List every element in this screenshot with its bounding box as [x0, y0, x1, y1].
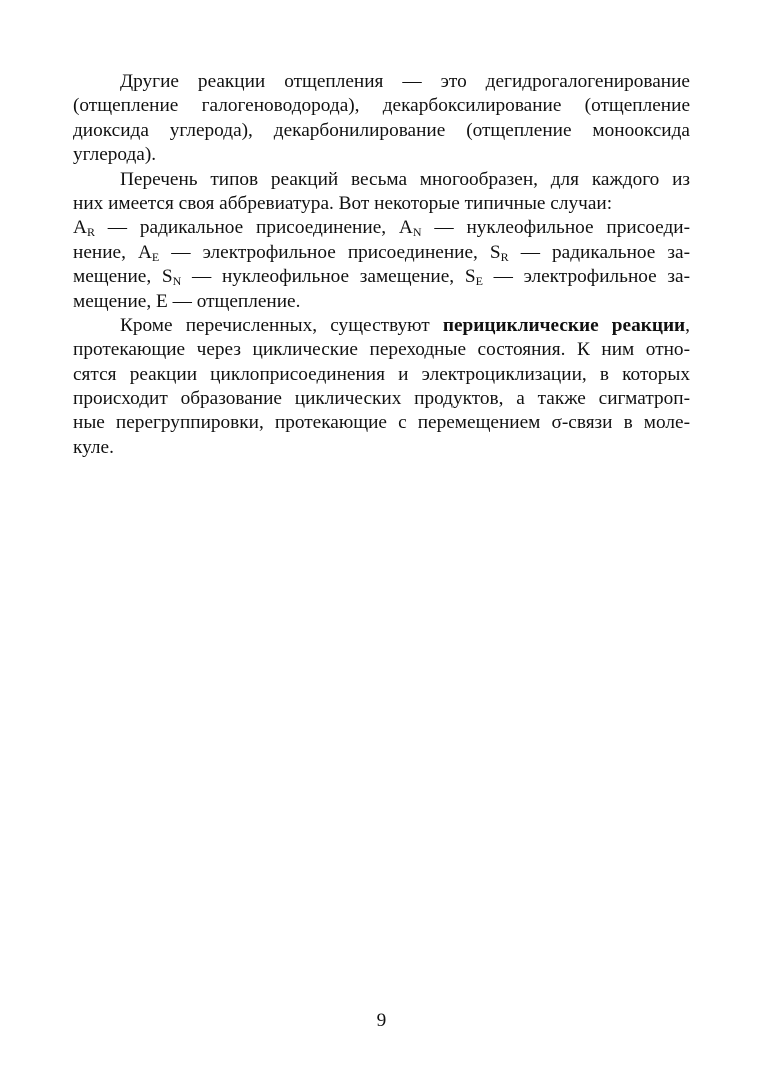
text-line: Другие реакции отщепления — это дегидрогалогенирование: [120, 71, 690, 92]
text-line: ные перегруппировки, протекающие с перемещением σ-связи в моле-: [73, 412, 690, 434]
text-line: углерода).: [73, 144, 157, 166]
bold-term: перициклические реакции: [442, 314, 686, 336]
text-line: Перечень типов реакций весьма многообразен, для каждого из: [120, 168, 690, 190]
abbr-subscript: E: [475, 274, 483, 289]
abbr-base: S: [464, 266, 476, 288]
abbr-subscript: N: [172, 274, 182, 289]
abbr-ae: [138, 242, 159, 263]
abbr-base: A: [137, 241, 152, 263]
text-line: сятся реакции циклоприсоединения и электроциклизации, в которых: [73, 363, 690, 385]
abbr-subscript: R: [86, 225, 95, 240]
abbr-description: — нуклеофильное присоеди-: [421, 217, 690, 239]
text-fragment: нение,: [73, 241, 138, 263]
text-line-abbreviations: [73, 265, 690, 289]
text-line: куле.: [73, 436, 114, 458]
text-line-abbreviations: [73, 241, 690, 265]
abbr-base: A: [73, 217, 87, 239]
page-body: [73, 70, 690, 460]
paragraph-pericyclic: [73, 314, 690, 460]
abbr-description: — радикальное за-: [508, 241, 690, 263]
text-line: (отщепление галогеноводорода), декарбоксилирование (отщепление: [73, 95, 690, 117]
abbr-base: S: [489, 241, 501, 263]
text-fragment: Кроме перечисленных, существуют: [120, 314, 443, 336]
abbr-subscript: R: [500, 249, 509, 264]
abbr-sn: [162, 266, 181, 287]
text-line: [73, 314, 690, 338]
abbr-description: — радикальное присоединение,: [94, 217, 399, 239]
text-line: мещение, E — отщепление.: [73, 290, 301, 312]
paragraph-reaction-types: [73, 168, 690, 314]
abbr-ar: [73, 217, 95, 238]
abbr-subscript: E: [151, 249, 160, 264]
abbr-sr: [490, 242, 509, 263]
abbr-base: S: [161, 266, 173, 288]
abbr-base: A: [398, 217, 413, 239]
text-line: них имеется своя аббревиатура. Вот некоторые типичные случаи:: [73, 192, 613, 214]
abbr-description: — электрофильное за-: [482, 266, 691, 288]
page-number: 9: [376, 1010, 387, 1031]
text-fragment: мещение,: [73, 266, 162, 288]
text-line: диоксида углерода), декарбонилирование (отщепление монооксида: [73, 119, 690, 141]
abbr-se: [465, 266, 483, 287]
paragraph-elimination: [73, 70, 690, 168]
abbr-subscript: N: [412, 225, 422, 240]
text-line: происходит образование циклических продуктов, а также сигматроп-: [73, 388, 690, 410]
abbr-description: — нуклеофильное замещение,: [181, 266, 465, 288]
text-line-abbreviations: [73, 216, 690, 240]
abbr-an: [399, 217, 422, 238]
text-line: протекающие через циклические переходные состояния. К ним отно-: [73, 339, 690, 361]
text-fragment: ,: [685, 314, 690, 336]
abbr-description: — электрофильное присоединение,: [159, 241, 490, 263]
